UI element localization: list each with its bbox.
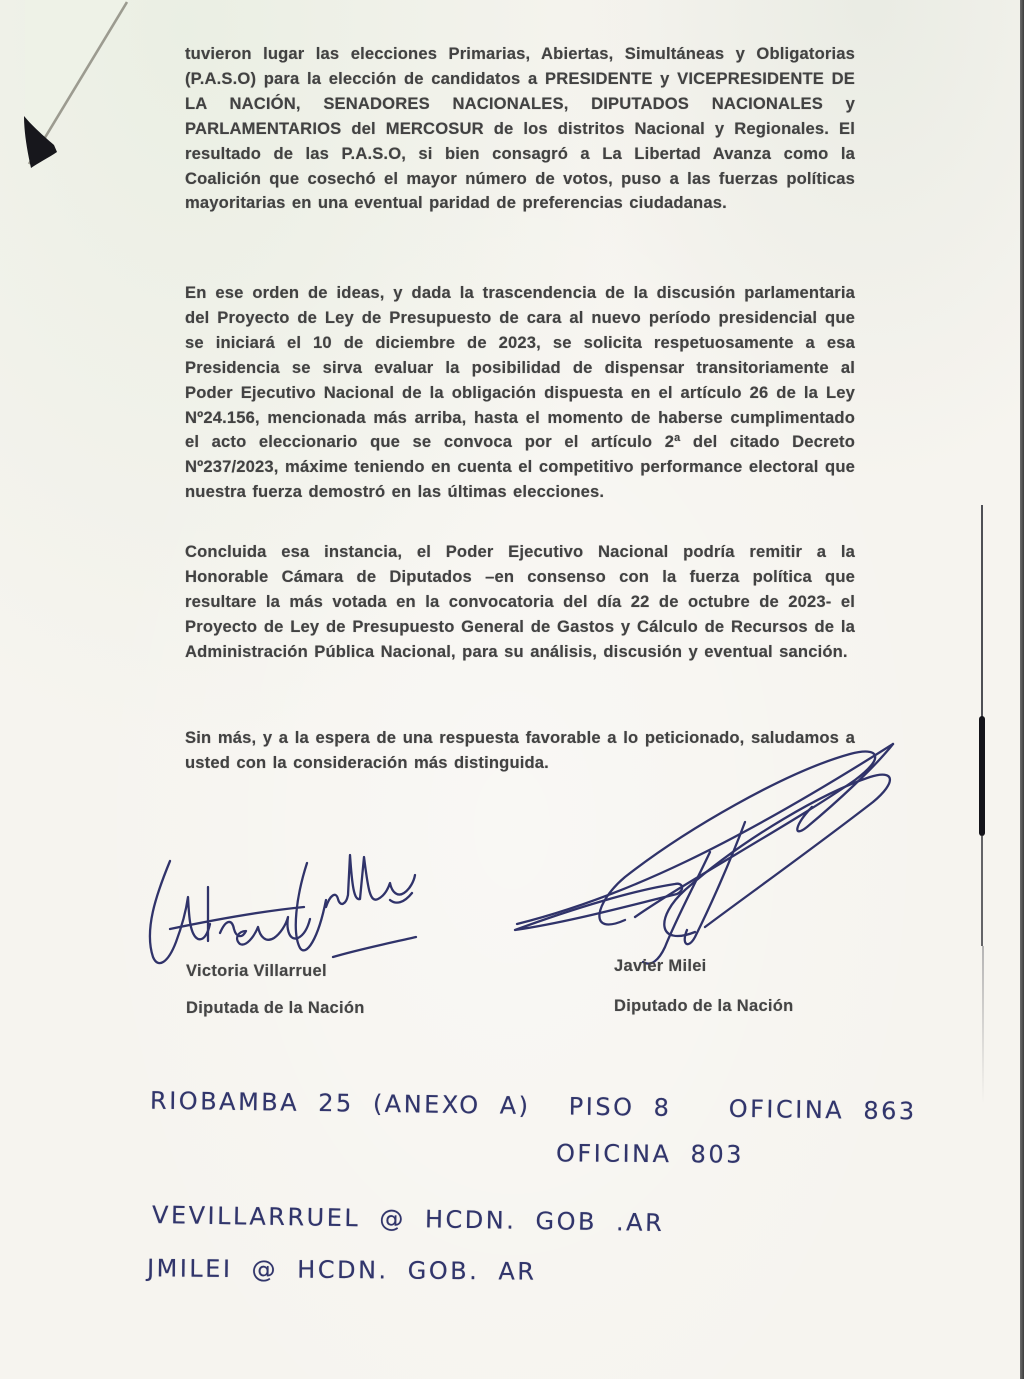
scan-edge-artifact [1020, 0, 1024, 1379]
fold-line-artifact [979, 716, 985, 836]
letter-paragraph-1: tuvieron lugar las elecciones Primarias, Abiertas, Simultáneas y Obligatorias (P.A.S.O) para la elección de candidatos a PRESIDENTE y VICEPRESIDENTE DE LA NACIÓN, SENADORES NACIONALES, DIPUTADOS NACIONALES y PARLAMENTARIOS del MERCOSUR de los distritos Nacional y Regionales. El resultado de las P.A.S.O, si bien consagró a La Libertad Avanza como la Coalición que cosechó el mayor número de votos, puso a las fuerzas políticas mayoritarias en una eventual paridad de preferencias ciudadanas. [185, 44, 855, 213]
page-curl-artifact [0, 0, 145, 180]
signatory-right-title: Diputado de la Nación [614, 997, 794, 1015]
handwritten-email-milei: JMILEI @ HCDN. GOB. AR [146, 1254, 537, 1286]
villarruel-signature-icon [128, 845, 428, 975]
handwritten-office-correction: OFICINA 803 [555, 1139, 745, 1169]
signatory-right-name: Javier Milei [614, 957, 707, 975]
signatory-left-name: Victoria Villarruel [186, 962, 327, 980]
handwritten-email-villarruel: VEVILLARRUEL @ HCDN. GOB .AR [151, 1200, 665, 1238]
handwritten-address-line: RIOBAMBA 25 (ANEXO A) PISO 8 OFICINA 863 [149, 1086, 917, 1126]
letter-paragraph-4: Sin más, y a la espera de una respuesta favorable a lo peticionado, saludamos a usted con la consideración más distinguida. [185, 728, 855, 772]
letter-paragraph-2: En ese orden de ideas, y dada la trascendencia de la discusión parlamentaria del Proyecto de Ley de Presupuesto de cara al nuevo período presidencial que se iniciará el 10 de diciembre de 2023, se solicita respetuosamente a esa Presidencia se sirva evaluar la posibilidad de dispensar transitoriamente al Poder Ejecutivo Nacional de la obligación dispuesta en el artículo 26 de la Ley Nº24.156, mencionada más arriba, hasta el momento de haberse cumplimentado el acto eleccionario que se convoca por el artículo 2ª del citado Decreto Nº237/2023, máxime teniendo en cuenta el competitivo performance electoral que nuestra fuerza demostró en las últimas elecciones. [185, 283, 855, 502]
letter-paragraph-3: Concluida esa instancia, el Poder Ejecutivo Nacional podría remitir a la Honorable Cámara de Diputados –en consenso con la fuerza política que resultare la más votada en la convocatoria del día 22 de octubre de 2023- el Proyecto de Ley de Presupuesto General de Gastos y Cálculo de Recursos de la Administración Pública Nacional, para su análisis, discusión y eventual sanción. [185, 542, 855, 661]
fold-line-artifact [981, 836, 983, 946]
milei-signature-icon [505, 732, 925, 972]
fold-line-artifact [982, 946, 984, 1104]
signatory-left-title: Diputada de la Nación [186, 999, 365, 1017]
fold-line-artifact [981, 505, 983, 718]
